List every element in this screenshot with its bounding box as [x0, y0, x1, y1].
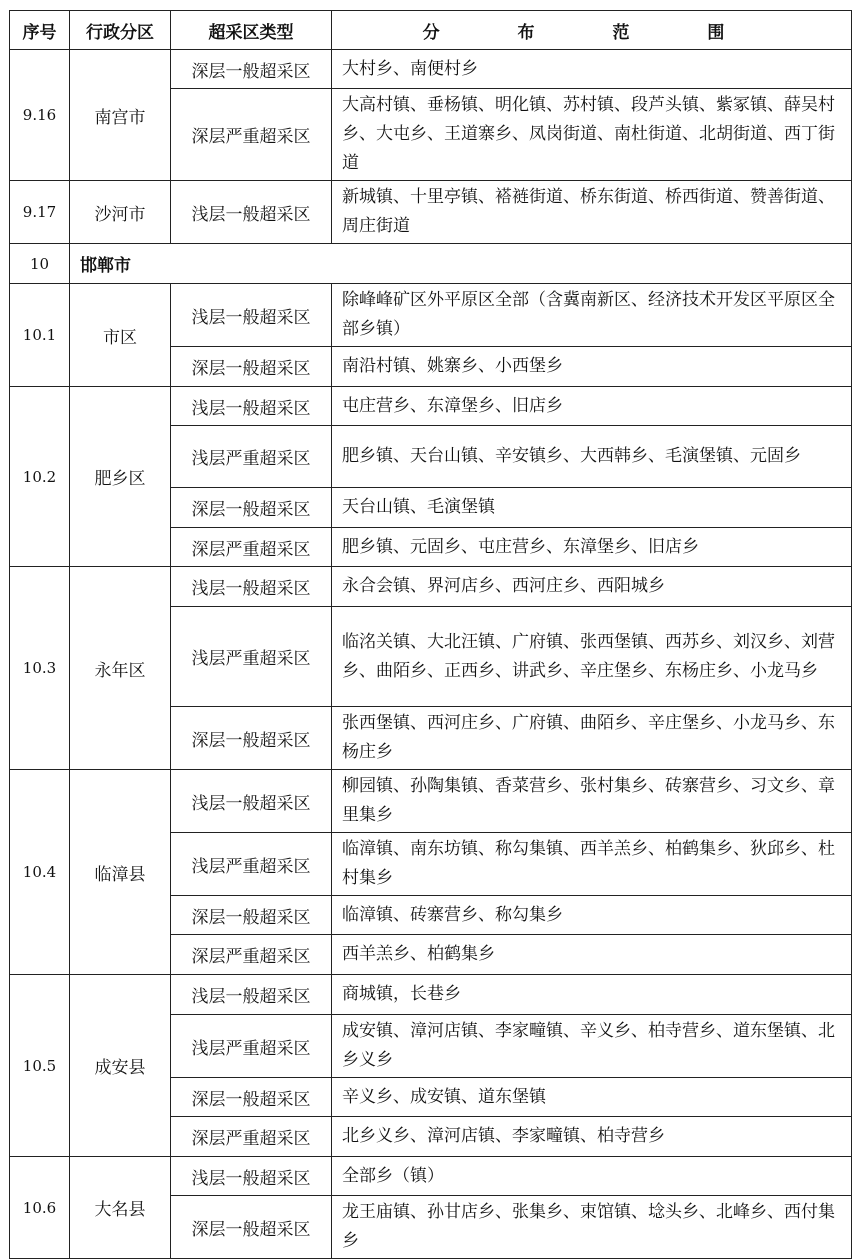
- type-cell: 浅层严重超采区: [171, 426, 332, 488]
- table-row: [10, 50, 852, 89]
- seq-cell: 10.3: [10, 567, 70, 770]
- scope-cell: 肥乡镇、天台山镇、辛安镇乡、大西韩乡、毛演堡镇、元固乡: [332, 426, 852, 488]
- type-cell: 深层一般超采区: [171, 896, 332, 935]
- scope-cell: 临漳镇、南东坊镇、称勾集镇、西羊羔乡、柏鹤集乡、狄邱乡、杜村集乡: [332, 833, 852, 896]
- type-cell: 深层一般超采区: [171, 1078, 332, 1117]
- region-cell: 市区: [70, 284, 171, 387]
- seq-cell: 10.2: [10, 387, 70, 567]
- scope-cell: 大高村镇、垂杨镇、明化镇、苏村镇、段芦头镇、紫冢镇、薛吴村乡、大屯乡、王道寨乡、凤岗街道、南杜街道、北胡街道、西丁街道: [332, 89, 852, 181]
- city-heading: 邯郸市: [70, 244, 852, 284]
- scope-cell: 天台山镇、毛演堡镇: [332, 488, 852, 528]
- type-cell: 深层一般超采区: [171, 1196, 332, 1259]
- scope-cell: 辛义乡、成安镇、道东堡镇: [332, 1078, 852, 1117]
- type-cell: 浅层一般超采区: [171, 975, 332, 1015]
- scope-cell: 西羊羔乡、柏鹤集乡: [332, 935, 852, 975]
- type-cell: 浅层一般超采区: [171, 1157, 332, 1196]
- region-cell: 永年区: [70, 567, 171, 770]
- scope-cell: 商城镇，长巷乡: [332, 975, 852, 1015]
- header-row: [10, 11, 852, 50]
- scope-cell: 肥乡镇、元固乡、屯庄营乡、东漳堡乡、旧店乡: [332, 528, 852, 567]
- seq-cell: 9.17: [10, 181, 70, 244]
- table-row: [10, 387, 852, 426]
- table-row: [10, 181, 852, 244]
- overdraft-zone-table: [9, 10, 852, 1259]
- scope-cell: 大村乡、南便村乡: [332, 50, 852, 89]
- scope-cell: 龙王庙镇、孙甘店乡、张集乡、束馆镇、埝头乡、北峰乡、西付集乡: [332, 1196, 852, 1259]
- seq-cell: 10: [10, 244, 70, 284]
- scope-cell: 南沿村镇、姚寨乡、小西堡乡: [332, 347, 852, 387]
- city-row: [10, 244, 852, 284]
- scope-cell: 屯庄营乡、东漳堡乡、旧店乡: [332, 387, 852, 426]
- type-cell: 深层严重超采区: [171, 935, 332, 975]
- type-cell: 深层一般超采区: [171, 50, 332, 89]
- scope-cell: 成安镇、漳河店镇、李家疃镇、辛义乡、柏寺营乡、道东堡镇、北乡义乡: [332, 1015, 852, 1078]
- type-cell: 浅层一般超采区: [171, 770, 332, 833]
- type-cell: 浅层严重超采区: [171, 1015, 332, 1078]
- type-cell: 浅层一般超采区: [171, 181, 332, 244]
- type-cell: 浅层严重超采区: [171, 833, 332, 896]
- type-cell: 浅层一般超采区: [171, 284, 332, 347]
- seq-cell: 10.1: [10, 284, 70, 387]
- seq-cell: 10.5: [10, 975, 70, 1157]
- region-cell: 肥乡区: [70, 387, 171, 567]
- region-cell: 成安县: [70, 975, 171, 1157]
- region-cell: 大名县: [70, 1157, 171, 1259]
- header-type: 超采区类型: [171, 11, 332, 50]
- table-row: [10, 770, 852, 833]
- scope-cell: 北乡义乡、漳河店镇、李家疃镇、柏寺营乡: [332, 1117, 852, 1157]
- scope-cell: 临洺关镇、大北汪镇、广府镇、张西堡镇、西苏乡、刘汉乡、刘营乡、曲陌乡、正西乡、讲武乡、辛庄堡乡、东杨庄乡、小龙马乡: [332, 607, 852, 707]
- seq-cell: 10.4: [10, 770, 70, 975]
- header-seq: 序号: [10, 11, 70, 50]
- type-cell: 深层严重超采区: [171, 89, 332, 181]
- type-cell: 深层严重超采区: [171, 528, 332, 567]
- scope-cell: 新城镇、十里亭镇、褡裢街道、桥东街道、桥西街道、赞善街道、周庄街道: [332, 181, 852, 244]
- scope-cell: 张西堡镇、西河庄乡、广府镇、曲陌乡、辛庄堡乡、小龙马乡、东杨庄乡: [332, 707, 852, 770]
- seq-cell: 10.6: [10, 1157, 70, 1259]
- table-row: [10, 975, 852, 1015]
- table-row: [10, 284, 852, 347]
- type-cell: 深层一般超采区: [171, 707, 332, 770]
- region-cell: 临漳县: [70, 770, 171, 975]
- region-cell: 沙河市: [70, 181, 171, 244]
- scope-cell: 柳园镇、孙陶集镇、香菜营乡、张村集乡、砖寨营乡、习文乡、章里集乡: [332, 770, 852, 833]
- header-scope: 分 布 范 围: [332, 11, 852, 50]
- scope-cell: 永合会镇、界河店乡、西河庄乡、西阳城乡: [332, 567, 852, 607]
- header-region: 行政分区: [70, 11, 171, 50]
- type-cell: 深层严重超采区: [171, 1117, 332, 1157]
- table-row: [10, 1157, 852, 1196]
- type-cell: 浅层一般超采区: [171, 567, 332, 607]
- scope-cell: 全部乡（镇）: [332, 1157, 852, 1196]
- region-cell: 南宫市: [70, 50, 171, 181]
- type-cell: 浅层严重超采区: [171, 607, 332, 707]
- type-cell: 深层一般超采区: [171, 488, 332, 528]
- type-cell: 深层一般超采区: [171, 347, 332, 387]
- table-row: [10, 567, 852, 607]
- scope-cell: 除峰峰矿区外平原区全部（含冀南新区、经济技术开发区平原区全部乡镇）: [332, 284, 852, 347]
- scope-cell: 临漳镇、砖寨营乡、称勾集乡: [332, 896, 852, 935]
- type-cell: 浅层一般超采区: [171, 387, 332, 426]
- seq-cell: 9.16: [10, 50, 70, 181]
